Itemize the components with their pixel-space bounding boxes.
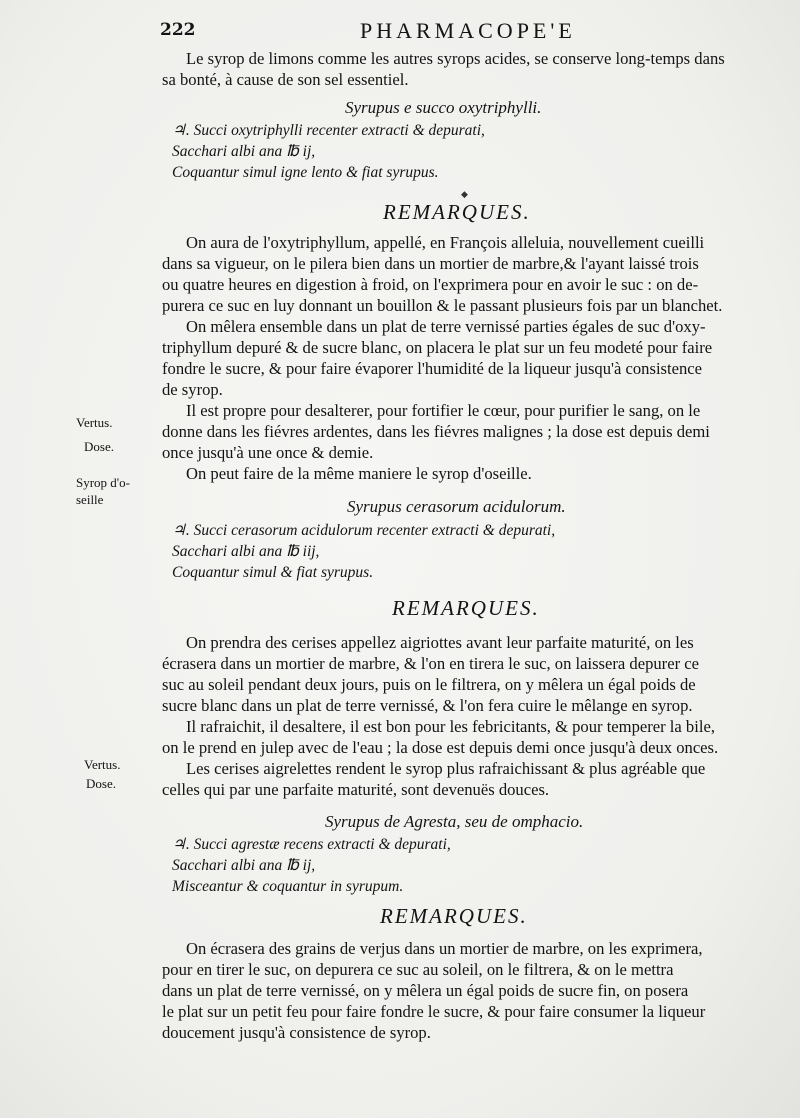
margin-note-line: seille	[76, 492, 104, 507]
margin-note-line: Syrop d'o-	[76, 475, 130, 490]
text-line: Le syrop de limons comme les autres syrops acides, se conserve long-temps dans	[186, 49, 725, 68]
margin-note-line: Dose.	[84, 439, 114, 454]
text-line: doucement jusqu'à consistence de syrop.	[162, 1023, 431, 1042]
margin-note-line: Vertus.	[84, 757, 121, 772]
remarques-body	[162, 938, 787, 1043]
text-line: once jusqu'à une once & demie.	[162, 443, 374, 462]
recipe-title: Syrupus e succo oxytriphylli.	[345, 98, 542, 117]
text-line: On peut faire de la même maniere le syrop d'oseille.	[186, 464, 532, 483]
margin-note-line: Vertus.	[76, 415, 113, 430]
text-line: écrasera dans un mortier de marbre, & l'on en tirera le suc, on laissera depurer ce	[162, 654, 699, 673]
text-line: sucre blanc dans un plat de terre vernissé, & l'on fera cuire le mêlange en syrop.	[162, 696, 693, 715]
text-line: pour en tirer le suc, on depurera ce suc au soleil, on le filtrera, & on le mettra	[162, 960, 674, 979]
remarques-heading: REMARQUES.	[383, 200, 531, 224]
text-line: ou quatre heures en digestion à froid, on l'exprimera pour en avoir le suc : on de-	[162, 275, 699, 294]
text-line: On mêlera ensemble dans un plat de terre vernissé parties égales de suc d'oxy-	[186, 317, 706, 336]
remarques-body	[162, 232, 787, 484]
text-line: fondre le sucre, & pour faire évaporer l'humidité de la liqueur jusqu'à consistence	[162, 359, 703, 378]
text-line: dans sa vigueur, on le pilera bien dans un mortier de marbre,& l'ayant laissé trois	[162, 254, 699, 273]
recipe-formula	[172, 834, 451, 897]
formula-line: Sacchari albi ana ℔ ij,	[172, 857, 316, 874]
margin-note-vertus	[76, 414, 112, 431]
page-header	[0, 18, 800, 46]
margin-note-vertus	[84, 756, 120, 773]
text-line: triphyllum depuré & de sucre blanc, on placera le plat sur un feu modeté pour faire	[162, 338, 713, 357]
formula-line: Sacchari albi ana ℔ iij,	[172, 543, 320, 560]
ornament-icon: ◆	[461, 190, 468, 200]
remarques-heading: REMARQUES.	[380, 904, 528, 928]
running-title: PHARMACOPE'E	[360, 18, 576, 43]
recipe-title: Syrupus cerasorum acidulorum.	[347, 497, 566, 516]
text-line: donne dans les fiévres ardentes, dans les fiévres malignes ; la dose est depuis demi	[162, 422, 710, 441]
formula-line: ♃. Succi agrestæ recens extracti & depurati,	[172, 836, 451, 853]
recipe-formula	[172, 520, 555, 583]
remarques-body	[162, 632, 787, 800]
intro-paragraph	[162, 48, 787, 90]
remarques-heading: REMARQUES.	[392, 596, 540, 620]
formula-line: Coquantur simul & fiat syrupus.	[172, 564, 374, 581]
formula-line: ♃. Succi cerasorum acidulorum recenter extracti & depurati,	[172, 522, 556, 539]
text-line: suc au soleil pendant deux jours, puis on le filtrera, on y mêlera un égal poids de	[162, 675, 696, 694]
text-line: celles qui par une parfaite maturité, sont devenuës douces.	[162, 780, 550, 799]
recipe-formula	[172, 120, 485, 183]
text-line: purera ce suc en luy donnant un bouillon & le passant plusieurs fois par un blanchet.	[162, 296, 723, 315]
margin-note-syrop-oseille	[76, 474, 130, 508]
margin-note-dose	[84, 438, 114, 455]
formula-line: ♃. Succi oxytriphylli recenter extracti & depurati,	[172, 122, 485, 139]
formula-line: Coquantur simul igne lento & fiat syrupus.	[172, 164, 439, 181]
margin-note-dose	[86, 775, 116, 792]
formula-line: Misceantur & coquantur in syrupum.	[172, 878, 404, 895]
text-line: Les cerises aigrelettes rendent le syrop plus rafraichissant & plus agréable que	[186, 759, 706, 778]
text-line: on le prend en julep avec de l'eau ; la dose est depuis demi once jusqu'à deux onces.	[162, 738, 719, 757]
text-line: On aura de l'oxytriphyllum, appellé, en François alleluia, nouvellement cueilli	[186, 233, 705, 252]
margin-note-line: Dose.	[86, 776, 116, 791]
formula-line: Sacchari albi ana ℔ ij,	[172, 143, 316, 160]
text-line: sa bonté, à cause de son sel essentiel.	[162, 70, 409, 89]
text-line: Il rafraichit, il desaltere, il est bon pour les febricitants, & pour temperer la bile,	[186, 717, 715, 736]
text-line: de syrop.	[162, 380, 223, 399]
text-line: dans un plat de terre vernissé, on y mêlera un égal poids de sucre fin, on posera	[162, 981, 689, 1000]
text-line: On écrasera des grains de verjus dans un mortier de marbre, on les exprimera,	[186, 939, 703, 958]
recipe-title: Syrupus de Agresta, seu de omphacio.	[325, 812, 584, 831]
text-line: Il est propre pour desalterer, pour fortifier le cœur, pour purifier le sang, on le	[186, 401, 701, 420]
text-line: le plat sur un petit feu pour faire fondre le sucre, & pour faire consumer la liqueur	[162, 1002, 706, 1021]
page-number: 222	[160, 20, 196, 40]
text-line: On prendra des cerises appellez aigriottes avant leur parfaite maturité, on les	[186, 633, 694, 652]
